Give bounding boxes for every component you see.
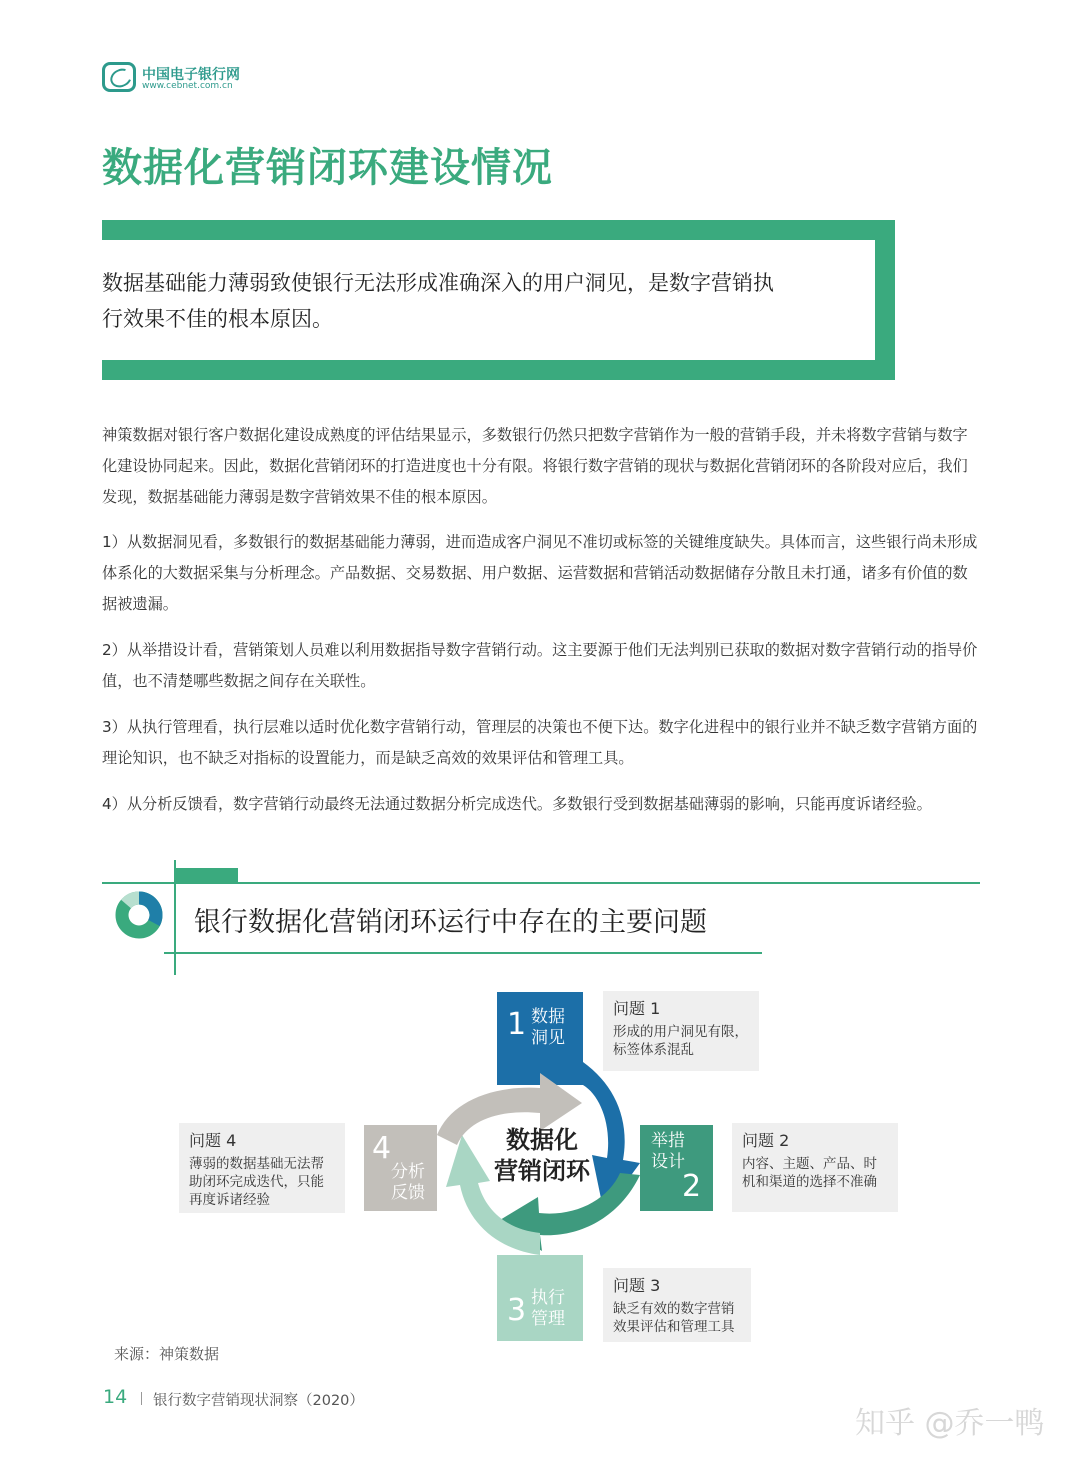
issue-description-line: 效果评估和管理工具 xyxy=(613,1319,735,1335)
section-title: 银行数据化营销闭环运行中存在的主要问题 xyxy=(194,907,707,938)
stage-label-line: 管理 xyxy=(531,1309,565,1329)
stage-number: 2 xyxy=(682,1169,702,1204)
section-header xyxy=(102,860,980,980)
divider-line-bottom xyxy=(164,952,762,954)
footer-separator xyxy=(141,1392,142,1405)
stage-feedback xyxy=(364,1125,437,1211)
box-border-bottom xyxy=(102,360,895,380)
page-number: 14 xyxy=(103,1386,128,1408)
center-line-2: 营销闭环 xyxy=(494,1157,590,1185)
issue-description-line: 内容、主题、产品、时 xyxy=(742,1156,877,1172)
logo-url: www.cebnet.com.cn xyxy=(142,81,233,91)
key-finding-box xyxy=(102,220,895,380)
center-line-1: 数据化 xyxy=(506,1126,578,1154)
divider-line xyxy=(102,882,980,884)
accent-bar xyxy=(176,868,238,882)
stage-label-line: 设计 xyxy=(651,1152,685,1172)
logo xyxy=(102,62,252,94)
issue-2-box xyxy=(732,1123,898,1212)
page-title: 数据化营销闭环建设情况 xyxy=(102,145,553,191)
paragraph-intro: 神策数据对银行客户数据化建设成熟度的评估结果显示，多数银行仍然只把数字营销作为一般的营销手段，并未将数字营销与数字化建设协同起来。因此，数据化营销闭环的打造进度也十分有限。将银行数字营销的现状与数据化营销闭环的各阶段对应后，我们发现，数据基础能力薄弱是数字营销效果不佳的根本原因。 xyxy=(102,426,968,506)
issue-description-line: 助闭环完成迭代，只能 xyxy=(189,1174,324,1190)
box-border-right xyxy=(875,220,895,380)
issue-title: 问题 3 xyxy=(613,1276,661,1295)
stage-number: 4 xyxy=(372,1131,392,1166)
issue-title: 问题 2 xyxy=(742,1131,790,1150)
stage-number: 3 xyxy=(507,1293,527,1328)
stage-number: 1 xyxy=(507,1007,527,1042)
loop-center-label xyxy=(480,1125,604,1187)
key-finding-text: 数据基础能力薄弱致使银行无法形成准确深入的用户洞见，是数字营销执行效果不佳的根本原因。 xyxy=(102,271,774,331)
stage-label-line: 数据 xyxy=(531,1007,565,1027)
stage-label-line: 执行 xyxy=(531,1288,565,1308)
stage-measure-design xyxy=(640,1125,713,1211)
issue-1-box xyxy=(603,991,759,1071)
stage-label-line: 洞见 xyxy=(531,1028,565,1048)
issue-description-line: 形成的用户洞见有限， xyxy=(613,1024,748,1040)
issue-title: 问题 1 xyxy=(613,999,661,1018)
stage-label-line: 举措 xyxy=(651,1131,685,1151)
stage-data-insight xyxy=(497,992,583,1062)
footer-title: 银行数字营销现状洞察（2020） xyxy=(153,1393,364,1409)
paragraph-execution: 3）从执行管理看，执行层难以适时优化数字营销行动，管理层的决策也不便下达。数字化进程中的银行业并不缺乏数字营销方面的理论知识，也不缺乏对指标的设置能力，而是缺乏高效的效果评估和管理工具。 xyxy=(102,718,978,767)
divider-vertical xyxy=(174,860,176,975)
source-note: 来源：神策数据 xyxy=(114,1345,220,1363)
issue-description-line: 薄弱的数据基础无法帮 xyxy=(189,1156,324,1172)
issue-description-line: 缺乏有效的数字营销 xyxy=(613,1301,735,1317)
stage-label xyxy=(531,1288,565,1330)
stage-label-line: 反馈 xyxy=(391,1183,425,1203)
donut-chart-icon xyxy=(114,890,164,940)
paragraph-feedback: 4）从分析反馈看，数字营销行动最终无法通过数据分析完成迭代。多数银行受到数据基础薄弱的影响，只能再度诉诸经验。 xyxy=(102,795,932,813)
logo-name: 中国电子银行网 xyxy=(142,67,240,83)
issue-3-box xyxy=(603,1268,751,1342)
issue-title: 问题 4 xyxy=(189,1131,237,1150)
stage-label xyxy=(651,1131,685,1173)
paragraph-measure-design: 2）从举措设计看，营销策划人员难以利用数据指导数字营销行动。这主要源于他们无法判别已获取的数据对数字营销行动的指导价值，也不清楚哪些数据之间存在关联性。 xyxy=(102,641,978,690)
issue-description xyxy=(613,1300,735,1336)
issue-description-line: 标签体系混乱 xyxy=(613,1042,694,1058)
marketing-loop-diagram xyxy=(0,985,1080,1355)
issue-description xyxy=(613,1023,748,1059)
stage-label-line: 分析 xyxy=(391,1162,425,1182)
box-border-top xyxy=(102,220,895,240)
stage-execution xyxy=(497,1255,583,1341)
issue-description-line: 机和渠道的选择不准确 xyxy=(742,1174,877,1190)
issue-4-box xyxy=(179,1123,345,1213)
issue-description xyxy=(189,1155,324,1209)
stage-label xyxy=(391,1162,425,1204)
watermark: 知乎 @乔一鸭 xyxy=(855,1406,1045,1441)
logo-icon xyxy=(102,62,136,92)
paragraph-data-insight: 1）从数据洞见看，多数银行的数据基础能力薄弱，进而造成客户洞见不准切或标签的关键维度缺失。具体而言，这些银行尚未形成体系化的大数据采集与分析理念。产品数据、交易数据、用户数据、运营数据和营销活动数据储存分散且未打通，诸多有价值的数据被遗漏。 xyxy=(102,533,978,613)
stage-label xyxy=(531,1007,565,1049)
issue-description xyxy=(742,1155,877,1191)
issue-description-line: 再度诉诸经验 xyxy=(189,1192,270,1208)
